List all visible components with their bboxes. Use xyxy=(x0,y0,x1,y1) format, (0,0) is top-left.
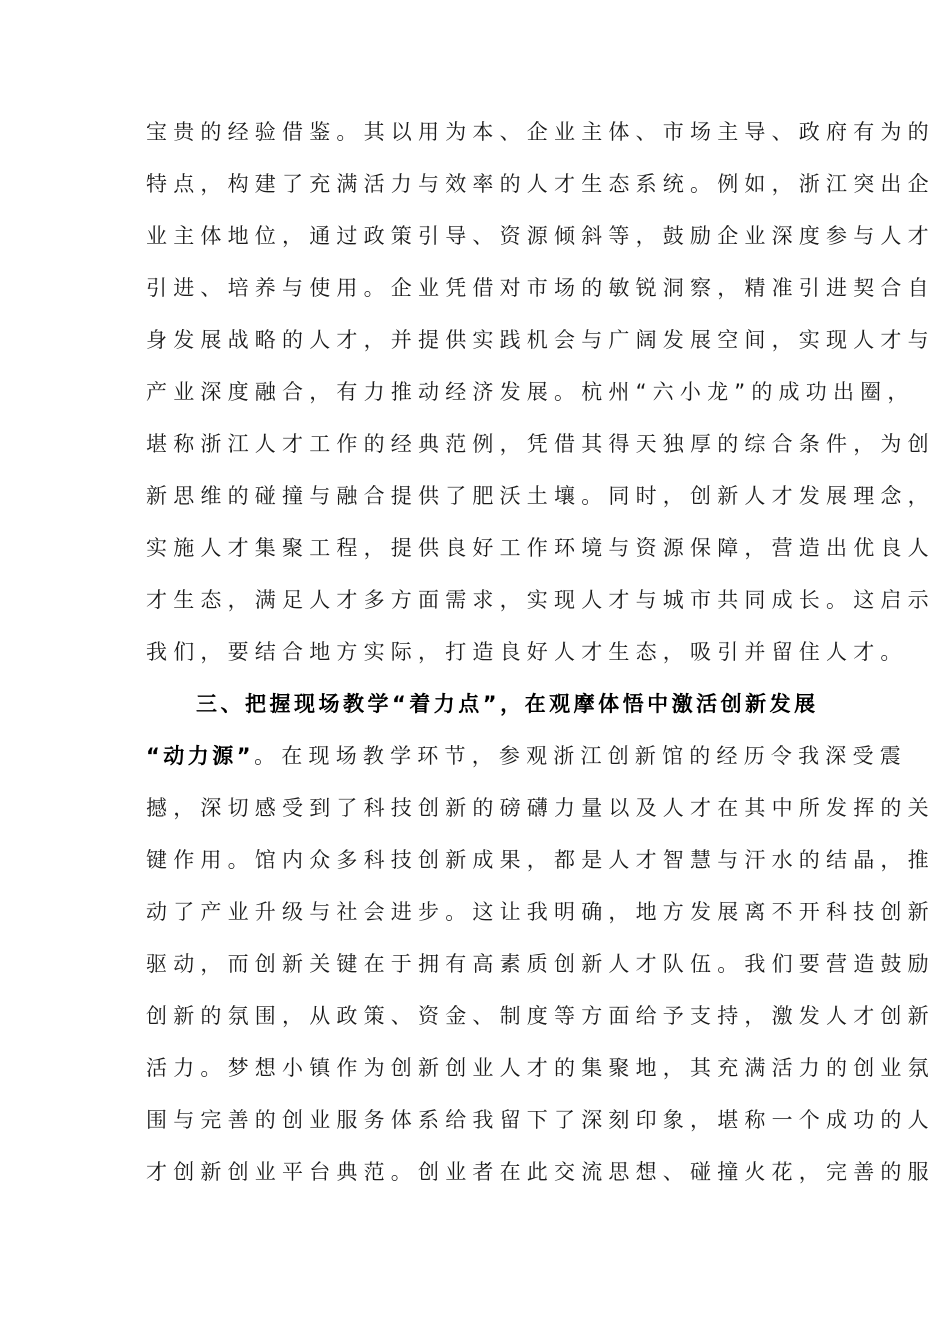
section-heading-continuation: “动力源” xyxy=(146,744,255,768)
text-line: 产业深度融合，有力推动经济发展。杭州“六小龙”的成功出圈， xyxy=(146,380,915,404)
text-line: 键作用。馆内众多科技创新成果，都是人才智慧与汗水的结晶，推 xyxy=(146,848,935,872)
text-line: 创新的氛围，从政策、资金、制度等方面给予支持，激发人才创新 xyxy=(146,1004,935,1028)
text-line: 才创新创业平台典范。创业者在此交流思想、碰撞火花，完善的服 xyxy=(146,1160,935,1184)
text-line: 我们，要结合地方实际，打造良好人才生态，吸引并留住人才。 xyxy=(146,640,908,664)
text-line: 动了产业升级与社会进步。这让我明确，地方发展离不开科技创新 xyxy=(146,900,935,924)
section-heading: 三、把握现场教学“着力点”，在观摩体悟中激活创新发展 xyxy=(196,692,819,716)
text-line: 身发展战略的人才，并提供实践机会与广阔发展空间，实现人才与 xyxy=(146,328,935,352)
paragraph-text: 。在现场教学环节，参观浙江创新馆的经历令我深受震 xyxy=(254,744,907,768)
text-line: 引进、培养与使用。企业凭借对市场的敏锐洞察，精准引进契合自 xyxy=(146,276,935,300)
text-line: 撼，深切感受到了科技创新的磅礴力量以及人才在其中所发挥的关 xyxy=(146,796,935,820)
section-three xyxy=(146,678,935,1198)
text-line: 实施人才集聚工程，提供良好工作环境与资源保障，营造出优良人 xyxy=(146,536,935,560)
text-line: 特点，构建了充满活力与效率的人才生态系统。例如，浙江突出企 xyxy=(146,172,935,196)
text-line: 堪称浙江人才工作的经典范例，凭借其得天独厚的综合条件，为创 xyxy=(146,432,935,456)
text-line xyxy=(146,730,907,782)
text-line: 围与完善的创业服务体系给我留下了深刻印象，堪称一个成功的人 xyxy=(146,1108,935,1132)
document-page xyxy=(146,106,935,1198)
text-line: 活力。梦想小镇作为创新创业人才的集聚地，其充满活力的创业氛 xyxy=(146,1056,935,1080)
text-line: 驱动，而创新关键在于拥有高素质创新人才队伍。我们要营造鼓励 xyxy=(146,952,935,976)
text-line: 新思维的碰撞与融合提供了肥沃土壤。同时，创新人才发展理念， xyxy=(146,484,935,508)
text-line: 业主体地位，通过政策引导、资源倾斜等，鼓励企业深度参与人才 xyxy=(146,224,935,248)
text-line: 才生态，满足人才多方面需求，实现人才与城市共同成长。这启示 xyxy=(146,588,935,612)
paragraph-talent-ecosystem xyxy=(146,106,935,678)
text-line: 宝贵的经验借鉴。其以用为本、企业主体、市场主导、政府有为的 xyxy=(146,120,935,144)
